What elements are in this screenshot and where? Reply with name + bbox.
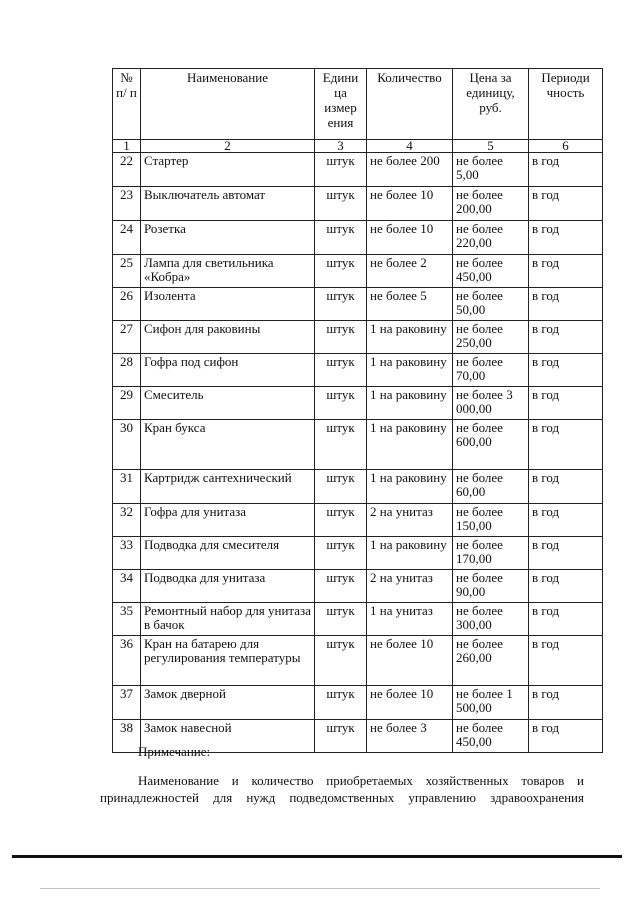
row-number: 36 [113,636,141,686]
item-unit: штук [315,720,367,753]
item-quantity: не более 2 [367,255,453,288]
item-name: Замок дверной [141,686,315,720]
item-name: Кран букса [141,420,315,470]
table-row [113,387,603,420]
item-name: Ремонтный набор для унитаза в бачок [141,603,315,636]
item-quantity: 1 на раковину [367,537,453,570]
header-price: Цена за единицу, руб. [453,69,529,140]
item-name: Гофра для унитаза [141,504,315,537]
row-number: 22 [113,153,141,187]
item-quantity: 1 на раковину [367,321,453,354]
row-number: 27 [113,321,141,354]
column-number: 4 [367,140,453,153]
table-row [113,187,603,221]
item-unit: штук [315,537,367,570]
table-row [113,354,603,387]
column-number-row [113,140,603,153]
item-price: не более 220,00 [453,221,529,255]
item-price: не более 450,00 [453,720,529,753]
row-number: 33 [113,537,141,570]
item-periodicity: в год [529,321,603,354]
item-unit: штук [315,187,367,221]
item-price: не более 70,00 [453,354,529,387]
item-quantity: не более 3 [367,720,453,753]
item-price: не более 200,00 [453,187,529,221]
header-no: № п/ п [113,69,141,140]
item-unit: штук [315,570,367,603]
item-periodicity: в год [529,255,603,288]
item-name: Гофра под сифон [141,354,315,387]
item-quantity: 1 на раковину [367,354,453,387]
item-unit: штук [315,636,367,686]
item-quantity: не более 5 [367,288,453,321]
item-periodicity: в год [529,603,603,636]
item-unit: штук [315,603,367,636]
note-text-line: принадлежностей для нужд подведомственных управлению здравоохранения [100,790,584,805]
row-number: 34 [113,570,141,603]
column-number: 3 [315,140,367,153]
item-unit: штук [315,354,367,387]
table-row [113,255,603,288]
item-price: не более 3 000,00 [453,387,529,420]
table-row [113,686,603,720]
item-unit: штук [315,504,367,537]
column-number: 1 [113,140,141,153]
item-price: не более 50,00 [453,288,529,321]
item-unit: штук [315,387,367,420]
item-price: не более 260,00 [453,636,529,686]
item-periodicity: в год [529,153,603,187]
item-price: не более 250,00 [453,321,529,354]
header-unit: Едини ца измер ения [315,69,367,140]
row-number: 31 [113,470,141,504]
item-price: не более 600,00 [453,420,529,470]
scan-artifact-line [40,888,600,889]
header-name: Наименование [141,69,315,140]
table-row [113,603,603,636]
item-price: не более 300,00 [453,603,529,636]
item-unit: штук [315,420,367,470]
column-number: 2 [141,140,315,153]
item-quantity: 1 на раковину [367,420,453,470]
item-unit: штук [315,221,367,255]
item-periodicity: в год [529,504,603,537]
item-quantity: не более 10 [367,221,453,255]
item-name: Выключатель автомат [141,187,315,221]
item-quantity: не более 10 [367,636,453,686]
item-periodicity: в год [529,537,603,570]
item-quantity: 1 на раковину [367,470,453,504]
item-quantity: 1 на унитаз [367,603,453,636]
item-periodicity: в год [529,420,603,470]
item-price: не более 60,00 [453,470,529,504]
row-number: 25 [113,255,141,288]
item-price: не более 450,00 [453,255,529,288]
item-periodicity: в год [529,187,603,221]
table-body [113,153,603,753]
item-name: Сифон для раковины [141,321,315,354]
item-periodicity: в год [529,686,603,720]
table-row [113,420,603,470]
item-quantity: не более 200 [367,153,453,187]
item-quantity: 2 на унитаз [367,570,453,603]
item-periodicity: в год [529,570,603,603]
item-name: Стартер [141,153,315,187]
items-table [112,68,603,753]
row-number: 38 [113,720,141,753]
table-row [113,153,603,187]
item-name: Изолента [141,288,315,321]
item-unit: штук [315,321,367,354]
item-periodicity: в год [529,354,603,387]
item-periodicity: в год [529,288,603,321]
item-unit: штук [315,470,367,504]
note-title: Примечание: [138,744,211,759]
table-row [113,321,603,354]
table-row [113,537,603,570]
row-number: 30 [113,420,141,470]
table-row [113,470,603,504]
item-periodicity: в год [529,470,603,504]
item-periodicity: в год [529,720,603,753]
row-number: 32 [113,504,141,537]
item-price: не более 1 500,00 [453,686,529,720]
column-number: 5 [453,140,529,153]
row-number: 24 [113,221,141,255]
note-text-line: Наименование и количество приобретаемых хозяйственных товаров и [138,773,584,788]
item-name: Лампа для светильника «Кобра» [141,255,315,288]
table-row [113,288,603,321]
item-price: не более 170,00 [453,537,529,570]
row-number: 28 [113,354,141,387]
item-unit: штук [315,255,367,288]
row-number: 23 [113,187,141,221]
item-quantity: не более 10 [367,686,453,720]
table-row [113,636,603,686]
item-unit: штук [315,686,367,720]
item-name: Замок навесной [141,720,315,753]
item-quantity: 1 на раковину [367,387,453,420]
item-price: не более 5,00 [453,153,529,187]
table-header-row [113,69,603,140]
item-quantity: не более 10 [367,187,453,221]
item-name: Розетка [141,221,315,255]
header-qty: Количество [367,69,453,140]
item-unit: штук [315,288,367,321]
item-periodicity: в год [529,387,603,420]
table-row [113,221,603,255]
item-quantity: 2 на унитаз [367,504,453,537]
item-name: Кран на батарею для регулирования температуры [141,636,315,686]
item-price: не более 90,00 [453,570,529,603]
row-number: 29 [113,387,141,420]
item-periodicity: в год [529,221,603,255]
item-name: Подводка для унитаза [141,570,315,603]
item-name: Картридж сантехнический [141,470,315,504]
table-row [113,504,603,537]
table-row [113,570,603,603]
row-number: 37 [113,686,141,720]
item-name: Смеситель [141,387,315,420]
item-unit: штук [315,153,367,187]
row-number: 35 [113,603,141,636]
column-number: 6 [529,140,603,153]
page-bottom-rule [12,855,622,858]
item-name: Подводка для смесителя [141,537,315,570]
row-number: 26 [113,288,141,321]
item-periodicity: в год [529,636,603,686]
header-period: Периоди чность [529,69,603,140]
item-price: не более 150,00 [453,504,529,537]
